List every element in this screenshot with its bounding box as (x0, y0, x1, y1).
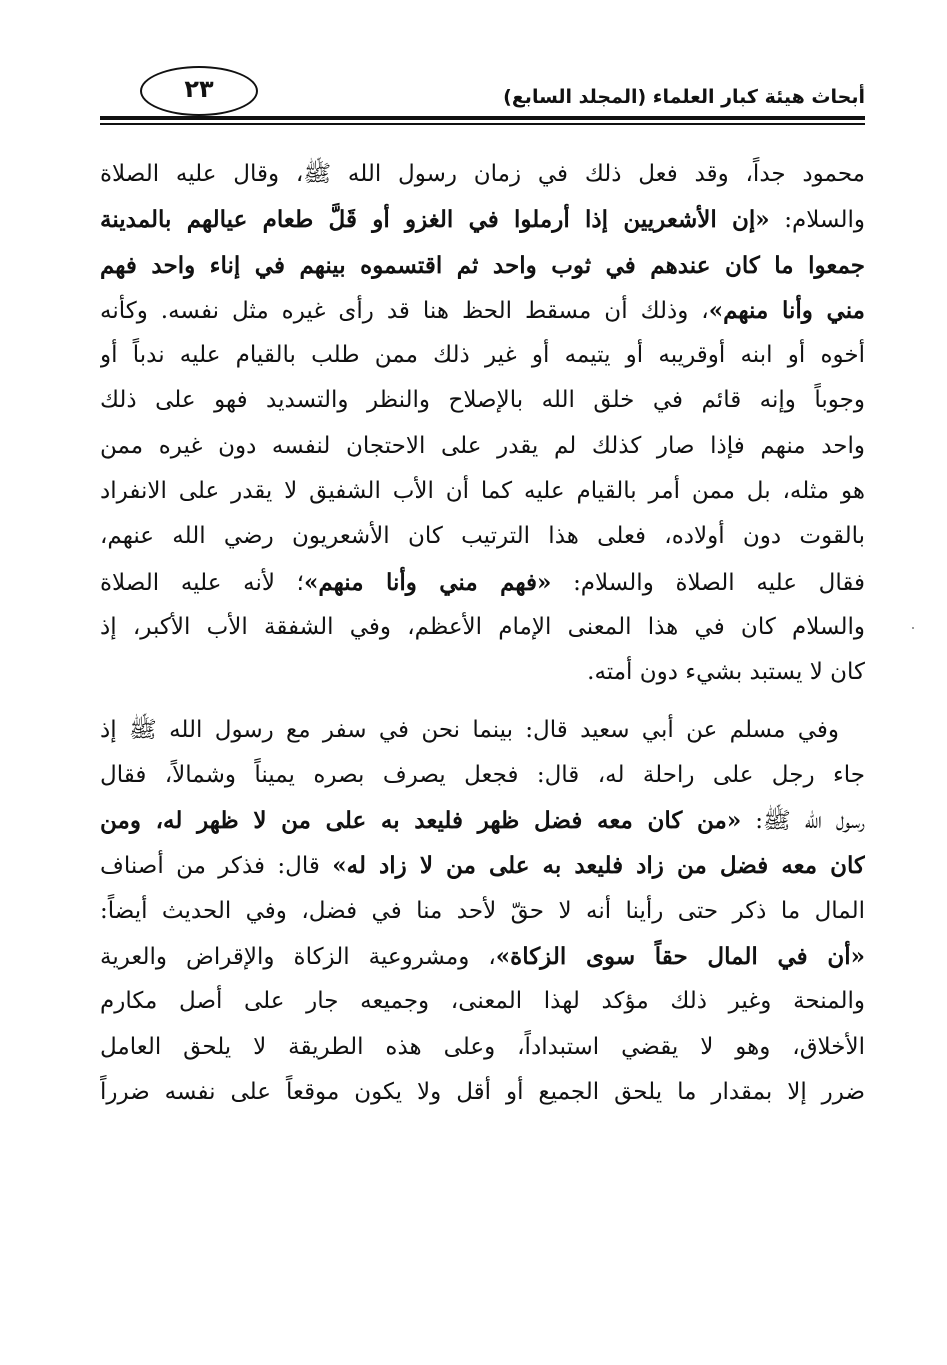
paragraph (100, 708, 865, 1116)
quoted-hadith-text: «إن الأشعريين إذا أرملوا في الغزو أو قَلَّ طعام عيالهم بالمدينة (100, 206, 770, 234)
line-text: المال ما ذكر حتى رأينا أنه لا حقّ لأحد منا في فضل، وفي الحديث أيضاً: (100, 897, 865, 924)
quoted-hadith-text: مني وأنا منهم» (708, 296, 865, 324)
text-line (100, 514, 865, 559)
quoted-hadith-text: «أن في المال حقاً سوى الزكاة» (495, 943, 865, 971)
line-text: هو مثله، بل ممن أمر بالقيام عليه كما أن الأب الشفيق لا يقدر على الانفراد (100, 478, 865, 505)
running-title: أبحاث هيئة كبار العلماء (المجلد السابع) (503, 86, 865, 108)
line-text: وفي مسلم عن أبي سعيد قال: بينما نحن في سفر مع رسول الله ﷺ إذ (100, 716, 839, 743)
text-line (100, 650, 865, 695)
text-line (100, 469, 865, 514)
body-text (100, 152, 865, 1115)
line-text: كان لا يستبد بشيء دون أمته. (587, 659, 865, 686)
header-rule-thin (100, 123, 865, 125)
text-line (100, 979, 865, 1024)
text-line (100, 843, 865, 888)
line-text: ضرر إلا بمقدار ما يلحق الجميع أو أقل ولا يكون موقعاً على نفسه ضرراً (100, 1078, 865, 1105)
text-line (100, 708, 865, 753)
line-text: والسلام: (769, 207, 865, 234)
line-text: واحد منهم فإذا صار كذلك لم يقدر على الاحتجان لنفسه دون غيره ممن (100, 432, 865, 459)
page-number: ٢٣ (184, 75, 214, 103)
line-text: أخوه أو ابنه أوقريبه أو يتيمه أو غير ذلك ممن طلب بالقيام عليه ندباً أو (100, 342, 865, 369)
line-text: جاء رجل على راحلة له، قال: فجعل يصرف بصره يميناً وشمالاً، فقال (100, 761, 865, 788)
line-text: والسلام كان في هذا المعنى الإمام الأعظم، وفي الشفقة الأب الأكبر، إذ (100, 613, 865, 640)
line-text: الأخلاق، وهو لا يقضي استبداداً، وعلى هذه الطريقة لا يلحق العامل (100, 1033, 865, 1060)
line-text: محمود جداً، وقد فعل ذلك في زمان رسول الله ﷺ، وقال عليه الصلاة (100, 161, 865, 187)
line-text: ، وذلك أن مسقط الحظ هنا قد رأى غيره مثل نفسه. وكأنه (100, 297, 709, 324)
text-line (100, 560, 865, 605)
paragraph (100, 152, 865, 696)
margin-speck (912, 627, 914, 629)
text-line (100, 333, 865, 378)
text-line (100, 605, 865, 650)
text-line (100, 243, 865, 288)
text-line (100, 152, 865, 197)
line-text: قال: فذكر من أصناف (100, 853, 333, 880)
text-line (100, 197, 865, 242)
text-line (100, 1070, 865, 1115)
text-line (100, 934, 865, 979)
quoted-hadith-text: «من كان معه فضل ظهر فليعد به على من لا ظهر له، ومن (100, 807, 742, 835)
line-text: فقال عليه الصلاة والسلام: (551, 569, 865, 596)
line-text: رسول الله ﷺ: (741, 808, 865, 835)
text-line (100, 424, 865, 469)
header-rule-thick (100, 116, 865, 120)
text-line (100, 889, 865, 934)
line-text: ؛ لأنه عليه الصلاة (100, 569, 304, 596)
text-line (100, 798, 865, 843)
text-line (100, 288, 865, 333)
quoted-hadith-text: جمعوا ما كان عندهم في ثوب واحد ثم اقتسموه بينهم في إناء واحد فهم (100, 251, 865, 279)
line-text: والمنحة وغير ذلك مؤكد لهذا المعنى، وجميعه جار على أصل مكارم (100, 988, 865, 1015)
text-line (100, 378, 865, 423)
text-line (100, 753, 865, 798)
quoted-hadith-text: كان معه فضل من زاد فليعد به على من لا زاد له» (332, 852, 865, 880)
page-header (100, 66, 865, 136)
line-text: وجوباً وإنه قائم في خلق الله بالإصلاح والنظر والتسديد فهو على ذلك (100, 387, 865, 414)
line-text: بالقوت دون أولاده، فعلى هذا الترتيب كان الأشعريون رضي الله عنهم، (100, 523, 865, 550)
text-line (100, 1025, 865, 1070)
paragraph-gap (100, 696, 865, 708)
line-text: ، ومشروعية الزكاة والإقراض والعرية (100, 944, 496, 971)
page-number-oval (140, 66, 258, 116)
quoted-hadith-text: «فهم مني وأنا منهم» (304, 568, 552, 596)
